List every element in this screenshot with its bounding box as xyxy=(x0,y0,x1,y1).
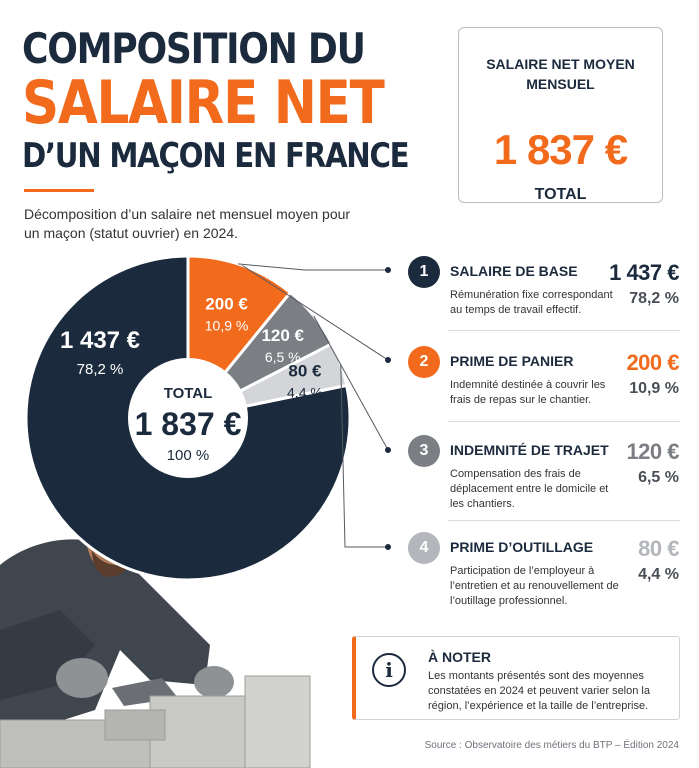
slice-percent-label: 4,4 % xyxy=(287,384,323,401)
title-line-3: D’UN MAÇON EN FRANCE xyxy=(22,136,409,176)
left-glove xyxy=(56,658,108,698)
leader-line xyxy=(238,264,388,270)
item-percent: 6,5 % xyxy=(638,469,679,486)
slice-value-label: 200 € xyxy=(205,294,248,314)
divider xyxy=(448,330,680,331)
item-value: 80 € xyxy=(638,536,679,561)
info-icon: i xyxy=(372,653,406,687)
item-number-badge: 2 xyxy=(408,346,440,378)
slice-value-label: 1 437 € xyxy=(59,327,141,354)
item-description: Indemnité destinée à couvrir les frais de repas sur le chantier. xyxy=(450,379,606,406)
item-description: Compensation des frais de déplacement entre le domicile et les chantiers. xyxy=(450,468,609,510)
leader-dot xyxy=(385,447,391,453)
total-box xyxy=(458,27,663,203)
slice-value-label: 120 € xyxy=(261,326,305,346)
slice-percent-label: 6,5 % xyxy=(264,349,301,366)
item-description: Participation de l’employeur à l’entretien et au renouvellement de l’outillage professionnel. xyxy=(450,565,619,607)
note-text: Les montants présentés sont des moyennes constatées en 2024 et peuvent varier selon la région, l’expérience et la taille de l’entreprise. xyxy=(428,670,650,712)
item-percent: 10,9 % xyxy=(629,380,679,397)
slice-value-label: 80 € xyxy=(288,361,322,381)
salary-donut-chart xyxy=(0,240,400,600)
total-box-label: SALAIRE NET MOYEN MENSUEL xyxy=(486,56,635,92)
chart-center-label: TOTAL xyxy=(163,385,213,402)
item-number-badge: 3 xyxy=(408,435,440,467)
item-percent: 78,2 % xyxy=(629,290,679,307)
divider xyxy=(448,421,680,422)
item-description: Rémunération fixe correspondant au temps de travail effectif. xyxy=(450,289,613,316)
right-glove xyxy=(194,666,234,698)
item-title: INDEMNITÉ DE TRAJET xyxy=(450,442,609,458)
item-value: 200 € xyxy=(626,350,679,375)
title-underline xyxy=(24,189,94,192)
divider xyxy=(448,520,680,521)
leader-dot xyxy=(385,544,391,550)
slice-percent-label: 10,9 % xyxy=(204,317,249,334)
item-number-badge: 1 xyxy=(408,256,440,288)
item-title: PRIME DE PANIER xyxy=(450,353,574,369)
total-box-value: 1 837 € xyxy=(493,126,628,173)
item-title: PRIME D’OUTILLAGE xyxy=(450,539,594,555)
item-value: 1 437 € xyxy=(609,260,679,285)
title-line-1: COMPOSITION DU xyxy=(22,24,365,73)
item-percent: 4,4 % xyxy=(638,566,679,583)
chart-center-percent: 100 % xyxy=(166,447,210,464)
chart-center-value: 1 837 € xyxy=(134,406,242,442)
item-number-badge: 4 xyxy=(408,532,440,564)
leader-dot xyxy=(385,267,391,273)
note-title: À NOTER xyxy=(428,649,491,665)
subtitle: Décomposition d’un salaire net mensuel moyen pour un maçon (statut ouvrier) en 2024. xyxy=(24,206,351,241)
item-title: SALAIRE DE BASE xyxy=(450,263,578,279)
note-box xyxy=(352,636,680,720)
item-value: 120 € xyxy=(626,439,679,464)
total-box-sublabel: TOTAL xyxy=(534,186,587,203)
leader-dot xyxy=(385,357,391,363)
title-line-2: SALAIRE NET xyxy=(22,68,384,138)
source-credit: Source : Observatoire des métiers du BTP – Édition 2024 xyxy=(424,740,679,751)
slice-percent-label: 78,2 % xyxy=(76,361,124,378)
